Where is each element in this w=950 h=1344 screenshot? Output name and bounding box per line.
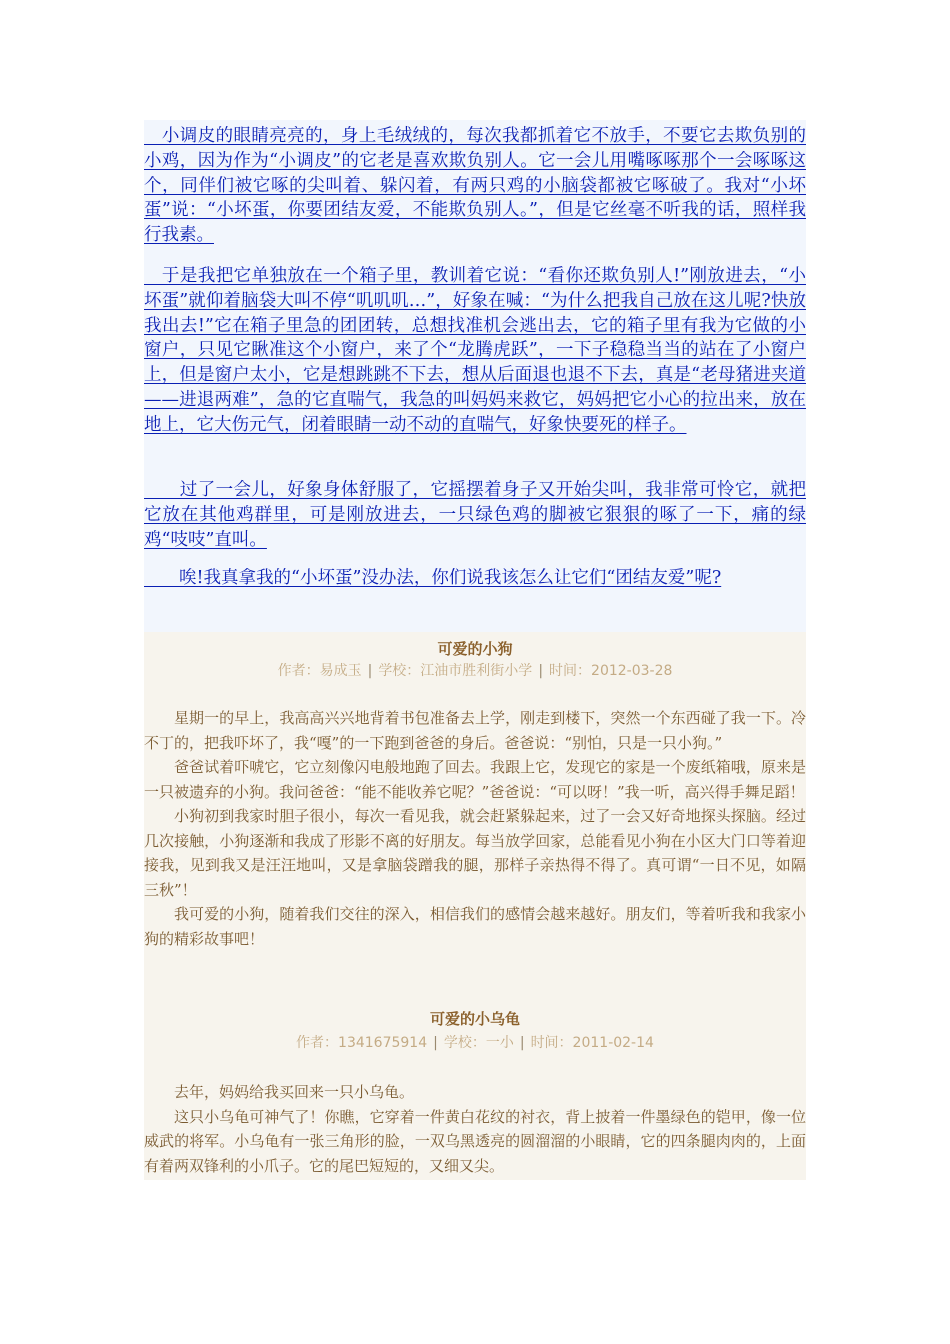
article-school: 学校：江油市胜利街小学 [378,663,533,679]
meta-separator: | [519,1035,525,1051]
article-time: 时间：2012-03-28 [549,663,673,679]
passage-paragraph-4[interactable]: 唉!我真拿我的“小坏蛋”没办法，你们说我该怎么让它们“团结友爱”呢? [144,568,722,588]
article-meta [144,660,806,680]
article-paragraph: 这只小乌龟可神气了！你瞧，它穿着一件黄白花纹的衬衣，背上披着一件墨绿色的铠甲，像一位威武的将军。小乌龟有一张三角形的脸，一双乌黑透亮的圆溜溜的小眼睛，它的四条腿肉肉的，上面有着两双锋利的小爪子。它的尾巴短短的，又细又尖。 [144,1107,806,1175]
article-paragraph: 爸爸试着吓唬它，它立刻像闪电般地跑了回去。我跟上它，发现它的家是一个废纸箱哦，原来是一只被遗弃的小狗。我问爸爸：“能不能收养它呢？”爸爸说：“可以呀！”我一听，高兴得手舞足蹈！ [144,758,806,801]
article-time: 时间：2011-02-14 [530,1035,654,1051]
passage-block [144,120,806,632]
article-paragraph: 去年，妈妈给我买回来一只小乌龟。 [174,1083,415,1101]
article-paragraph: 小狗初到我家时胆子很小，每次一看见我，就会赶紧躲起来，过了一会又好奇地探头探脑。经过几次接触，小狗逐渐和我成了形影不离的好朋友。每当放学回家，总能看见小狗在小区大门口等着迎接我，见到我又是汪汪地叫，又是拿脑袋蹭我的腿，那样子亲热得不得了。真可谓“一日不见，如隔三秋”！ [144,807,806,899]
passage-paragraph-2[interactable]: 于是我把它单独放在一个箱子里，教训着它说：“看你还欺负别人!”刚放进去，“小坏蛋”就仰着脑袋大叫不停“叽叽叽…”，好象在喊：“为什么把我自己放在这儿呢?快放我出去!”它在箱子里急的团团转，总想找准机会逃出去，它的箱子里有我为它做的小窗户，只见它瞅准这个小窗户，来了个“龙腾虎跃”，一下子稳稳当当的站在了小窗户上，但是窗户太小，它是想跳跳不下去，想从后面退也退不下去，真是“老母猪进夹道——进退两难”，急的它直喘气，我急的叫妈妈来救它，妈妈把它小心的拉出来，放在地上，它大伤元气，闭着眼睛一动不动的直喘气，好象快要死的样子。 [144,266,806,435]
article-title: 可爱的小狗 [437,640,513,658]
article-body [144,1080,806,1178]
article-paragraph: 星期一的早上，我高高兴兴地背着书包准备去上学，刚走到楼下，突然一个东西碰了我一下。冷不丁的，把我吓坏了，我“嘎”的一下跑到爸爸的身后。爸爸说：“别怕，只是一只小狗。” [144,709,806,752]
passage-paragraph-3[interactable]: 过了一会儿，好象身体舒服了，它摇摆着身子又开始尖叫，我非常可怜它，就把它放在其他鸡群里，可是刚放进去，一只绿色鸡的脚被它狠狠的啄了一下，痛的绿鸡“吱吱”直叫。 [144,480,806,550]
meta-separator: | [538,663,544,679]
article-title: 可爱的小乌龟 [429,1010,520,1028]
meta-separator: | [367,663,373,679]
article-school: 学校：一小 [443,1035,514,1051]
article-meta [144,1032,806,1052]
article-paragraph: 我可爱的小狗，随着我们交往的深入，相信我们的感情会越来越好。朋友们，等着听我和我家小狗的精彩故事吧！ [144,905,806,948]
meta-separator: | [433,1035,438,1051]
article-author: 作者：1341675914 [296,1035,428,1051]
article-body [144,706,806,951]
articles-block [144,632,806,1180]
article-author: 作者：易成玉 [277,663,362,679]
passage-paragraph-1[interactable]: 小调皮的眼睛亮亮的，身上毛绒绒的，每次我都抓着它不放手，不要它去欺负别的小鸡，因为作为“小调皮”的它老是喜欢欺负别人。它一会儿用嘴啄啄那个一会啄啄这个，同伴们被它啄的尖叫着、躲闪着，有两只鸡的小脑袋都被它啄破了。我对“小坏蛋”说：“小坏蛋，你要团结友爱，不能欺负别人。”，但是它丝毫不听我的话，照样我行我素。 [144,126,806,246]
